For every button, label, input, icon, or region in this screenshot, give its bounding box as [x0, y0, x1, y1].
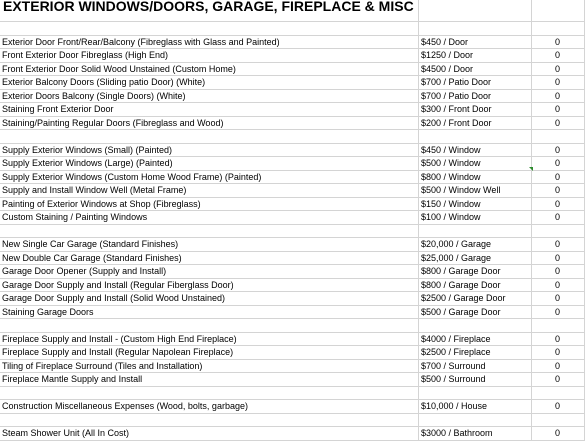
sheet-title[interactable]: EXTERIOR WINDOWS/DOORS, GARAGE, FIREPLACE & MISC	[0, 0, 419, 22]
price-cell[interactable]	[419, 225, 532, 239]
item-cell[interactable]: Tiling of Fireplace Surround (Tiles and Installation)	[0, 360, 419, 374]
quantity-cell[interactable]: 0	[532, 103, 585, 117]
quantity-cell[interactable]: 0	[532, 90, 585, 104]
item-cell[interactable]: Steam Shower Unit (All In Cost)	[0, 427, 419, 441]
price-cell[interactable]: $25,000 / Garage	[419, 252, 532, 266]
item-cell[interactable]: New Double Car Garage (Standard Finishes)	[0, 252, 419, 266]
quantity-cell[interactable]: 0	[532, 198, 585, 212]
price-cell[interactable]: $10,000 / House	[419, 400, 532, 414]
item-cell[interactable]: Supply Exterior Windows (Large) (Painted)	[0, 157, 419, 171]
quantity-cell[interactable]: 0	[532, 36, 585, 50]
price-cell[interactable]: $4000 / Fireplace	[419, 333, 532, 347]
price-cell[interactable]: $800 / Garage Door	[419, 279, 532, 293]
quantity-cell[interactable]: 0	[532, 346, 585, 360]
price-cell[interactable]: $2500 / Fireplace	[419, 346, 532, 360]
price-cell[interactable]: $800 / Garage Door	[419, 265, 532, 279]
item-cell[interactable]: Exterior Doors Balcony (Single Doors) (White)	[0, 90, 419, 104]
quantity-cell[interactable]: 0	[532, 373, 585, 387]
price-cell[interactable]: $1250 / Door	[419, 49, 532, 63]
quantity-cell[interactable]: 0	[532, 265, 585, 279]
price-cell[interactable]: $100 / Window	[419, 211, 532, 225]
item-cell[interactable]: Fireplace Supply and Install - (Custom High End Fireplace)	[0, 333, 419, 347]
price-cell[interactable]: $200 / Front Door	[419, 117, 532, 131]
item-cell[interactable]: Staining Garage Doors	[0, 306, 419, 320]
item-cell[interactable]: Front Exterior Door Fibreglass (High End)	[0, 49, 419, 63]
price-cell[interactable]: $700 / Surround	[419, 360, 532, 374]
item-cell[interactable]: Fireplace Mantle Supply and Install	[0, 373, 419, 387]
price-cell[interactable]	[419, 130, 532, 144]
quantity-cell[interactable]: 0	[532, 333, 585, 347]
quantity-cell[interactable]: 0	[532, 238, 585, 252]
quantity-cell[interactable]	[532, 22, 585, 36]
title-row	[0, 0, 585, 22]
item-cell[interactable]: Painting of Exterior Windows at Shop (Fibreglass)	[0, 198, 419, 212]
item-cell[interactable]: Supply Exterior Windows (Custom Home Wood Frame) (Painted)	[0, 171, 419, 185]
quantity-cell[interactable]: 0	[532, 211, 585, 225]
price-cell[interactable]: $300 / Front Door	[419, 103, 532, 117]
price-cell[interactable]: $500 / Garage Door	[419, 306, 532, 320]
price-cell[interactable]: $4500 / Door	[419, 63, 532, 77]
title-empty-cell[interactable]	[419, 0, 532, 22]
price-cell[interactable]: $800 / Window	[419, 171, 532, 185]
cell-comment-marker	[529, 167, 533, 171]
quantity-cell[interactable]: 0	[532, 157, 585, 171]
quantity-cell[interactable]: 0	[532, 63, 585, 77]
quantity-cell[interactable]	[532, 387, 585, 401]
item-cell[interactable]: Construction Miscellaneous Expenses (Wood, bolts, garbage)	[0, 400, 419, 414]
item-cell[interactable]	[0, 387, 419, 401]
quantity-cell[interactable]: 0	[532, 184, 585, 198]
price-cell[interactable]: $500 / Window Well	[419, 184, 532, 198]
quantity-cell[interactable]	[532, 130, 585, 144]
item-cell[interactable]	[0, 22, 419, 36]
item-cell[interactable]: Garage Door Supply and Install (Solid Wood Unstained)	[0, 292, 419, 306]
quantity-cell[interactable]: 0	[532, 49, 585, 63]
item-cell[interactable]: Garage Door Supply and Install (Regular Fiberglass Door)	[0, 279, 419, 293]
quantity-cell[interactable]: 0	[532, 292, 585, 306]
item-cell[interactable]: Front Exterior Door Solid Wood Unstained (Custom Home)	[0, 63, 419, 77]
price-cell[interactable]: $500 / Surround	[419, 373, 532, 387]
item-cell[interactable]: Staining/Painting Regular Doors (Fibreglass and Wood)	[0, 117, 419, 131]
item-cell[interactable]: Custom Staining / Painting Windows	[0, 211, 419, 225]
price-cell[interactable]	[419, 387, 532, 401]
quantity-cell[interactable]: 0	[532, 117, 585, 131]
item-cell[interactable]: Exterior Door Front/Rear/Balcony (Fibreglass with Glass and Painted)	[0, 36, 419, 50]
price-cell[interactable]: $20,000 / Garage	[419, 238, 532, 252]
quantity-cell[interactable]: 0	[532, 400, 585, 414]
price-cell[interactable]: $450 / Window	[419, 144, 532, 158]
quantity-cell[interactable]	[532, 225, 585, 239]
price-cell[interactable]	[419, 414, 532, 428]
quantity-cell[interactable]: 0	[532, 360, 585, 374]
quantity-cell[interactable]: 0	[532, 279, 585, 293]
quantity-cell[interactable]: 0	[532, 427, 585, 441]
item-cell[interactable]: Staining Front Exterior Door	[0, 103, 419, 117]
item-cell[interactable]	[0, 319, 419, 333]
price-cell[interactable]: $150 / Window	[419, 198, 532, 212]
quantity-cell[interactable]: 0	[532, 306, 585, 320]
quantity-cell[interactable]: 0	[532, 76, 585, 90]
price-cell[interactable]: $700 / Patio Door	[419, 76, 532, 90]
item-cell[interactable]: Supply and Install Window Well (Metal Frame)	[0, 184, 419, 198]
price-cell[interactable]	[419, 319, 532, 333]
item-cell[interactable]	[0, 130, 419, 144]
data-grid	[0, 22, 585, 441]
item-cell[interactable]: Garage Door Opener (Supply and Install)	[0, 265, 419, 279]
item-cell[interactable]	[0, 225, 419, 239]
item-cell[interactable]: Fireplace Supply and Install (Regular Napolean Fireplace)	[0, 346, 419, 360]
item-cell[interactable]: New Single Car Garage (Standard Finishes)	[0, 238, 419, 252]
item-cell[interactable]: Supply Exterior Windows (Small) (Painted)	[0, 144, 419, 158]
item-cell[interactable]: Exterior Balcony Doors (Sliding patio Door) (White)	[0, 76, 419, 90]
price-cell[interactable]: $2500 / Garage Door	[419, 292, 532, 306]
quantity-cell[interactable]	[532, 414, 585, 428]
quantity-cell[interactable]: 0	[532, 252, 585, 266]
price-cell[interactable]: $450 / Door	[419, 36, 532, 50]
quantity-cell[interactable]: 0	[532, 144, 585, 158]
item-cell[interactable]	[0, 414, 419, 428]
quantity-cell[interactable]: 0	[532, 171, 585, 185]
price-cell[interactable]	[419, 22, 532, 36]
title-empty-cell[interactable]	[532, 0, 585, 22]
price-cell[interactable]: $3000 / Bathroom	[419, 427, 532, 441]
quantity-cell[interactable]	[532, 319, 585, 333]
price-cell[interactable]: $500 / Window	[419, 157, 532, 171]
price-cell[interactable]: $700 / Patio Door	[419, 90, 532, 104]
